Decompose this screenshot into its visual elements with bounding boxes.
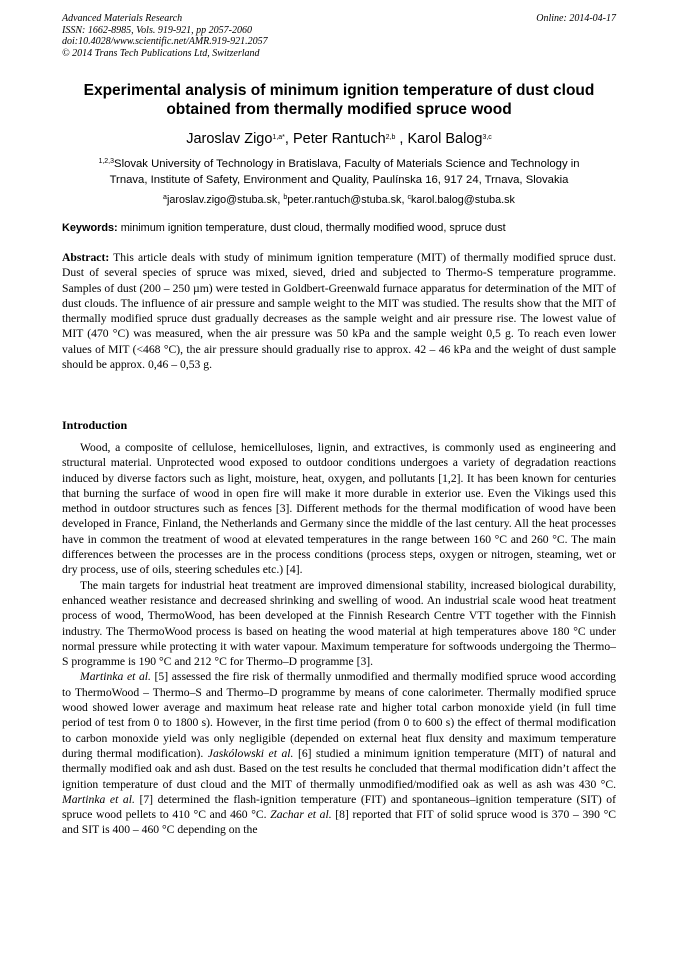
keywords [62,221,616,235]
introduction-body [62,440,616,838]
citation-author: Martinka et al. [80,670,151,684]
citation-author: Martinka et al. [62,792,135,806]
author-list [62,130,616,148]
keywords-label: Keywords: [62,222,118,234]
title-line-2: obtained from thermally modified spruce wood [166,101,512,118]
citation-author: Jaskólowski et al. [207,746,294,760]
doi-line: doi:10.4028/www.scientific.net/AMR.919-921.2057 [62,36,268,47]
email-list [62,193,616,207]
affiliation-line-2: Trnava, Institute of Safety, Environment and Quality, Paulínska 16, 917 24, Trnava, Slovakia [109,173,569,186]
affiliation [62,157,616,188]
author-superscript: 2,b [385,134,396,141]
title-line-1: Experimental analysis of minimum ignition temperature of dust cloud [83,82,595,99]
abstract [62,250,616,372]
author-separator: , [284,131,293,147]
abstract-text: This article deals with study of minimum ignition temperature (MIT) of thermally modified spruce dust. Dust of several species of spruce was mixed, sieved, dried and subjected to Thermo-S temperature programme. Samples of dust (200 – 250 µm) were tested in Goldbert-Greenwald furnace apparatus for determination of the MIT of dust clouds. The influence of air pressure and sample weight to the MIT was studied. The results show that the MIT of thermally modified spruce dust gradually decreases as the sample weight and air pressure rise. The lowest value of MIT (470 °C) was measured, when the air pressure was 50 kPa and the sample weight 0,5 g. To reach even lower values of MIT (<468 °C), the air pressure should gradually rise to approx. 42 – 46 kPa and the weight of dust sample should be approx. 0,46 – 0,53 g. [62,251,616,372]
affiliation-superscript: 1,2,3 [98,158,115,165]
paragraph [62,669,616,837]
paragraph-text: [6] studied a minimum ignition temperature (MIT) of natural and thermally modified oak and ash dust. Based on the test results he concluded that thermal modification didn’t affect the ignition temperature of dust cloud and the MIT of thermally unmodified/modified oak as well as ash was 430 °C. [62,746,616,791]
paper-title [62,81,616,119]
email-superscript: c [407,194,411,201]
email-link: peter.rantuch@stuba.sk, [287,194,408,206]
copyright-line: © 2014 Trans Tech Publications Ltd, Switzerland [62,47,260,59]
paragraph-text: [7] determined the flash-ignition temperature (FIT) and spontaneous–ignition temperature (SIT) of spruce wood pellets to 410 °C and 460 °C. [62,792,616,822]
author-separator: , [395,131,408,147]
author-name: Karol Balog [407,131,483,147]
online-date: Online: 2014-04-17 [536,13,616,24]
page-header [62,13,616,59]
affiliation-line-1: Slovak University of Technology in Bratislava, Faculty of Materials Science and Technology in [114,158,580,170]
paragraph: The main targets for industrial heat treatment are improved dimensional stability, increased biological durability, enhanced weather resistance and decreased shrinking and swelling of wood. An industrial scale wood heat treatment process of wood, ThermoWood, has been developed at the Finnish Research Centre VTT together with the Finnish industry. The ThermoWood process is based on heating the wood material at high temperatures above 180 °C under normal pressure while protecting it with water vapour. Maximum temperature for softwoods undergoing the Thermo–S programme is 190 °C and 212 °C for Thermo–D programme [3]. [62,578,616,669]
email-superscript: b [283,194,288,201]
paragraph-text: [5] assessed the fire risk of thermally unmodified and thermally modified spruce wood according to ThermoWood – Thermo–S and Thermo–D programme by means of cone calorimeter. Thermally modified spruce wood showed lower average and maximum heat release rate and higher total carbon monoxide yield (in full time period of test from 0 to 1800 s). However, in the first time period (from 0 to 600 s) the effect of thermal modification to carbon monoxide yield was only negligible (depended on external heat flux density and maximum temperature during thermal modification). [62,670,616,760]
email-superscript: a [163,194,167,201]
author-superscript: 1,a* [272,134,285,141]
journal-name: Advanced Materials Research [62,13,183,24]
email-link: jaroslav.zigo@stuba.sk, [166,194,284,206]
issn-line: ISSN: 1662-8985, Vols. 919-921, pp 2057-2060 [62,24,252,36]
paragraph: Wood, a composite of cellulose, hemicelluloses, lignin, and extractives, is commonly used as engineering and structural material. Unprotected wood exposed to outdoor conditions undergoes a variety of degradation reactions induced by diverse factors such as light, moisture, heat, oxygen, and pollutants [1,2]. It has been known for centuries that burning the surface of wood in open fire will make it more durable in exterior use. Even the Vikings used this method in outdoor structures such as fences [3]. Different methods for the thermal modification of wood have been developed in France, Finland, the Netherlands and Germany since the middle of the last century. All the heat processes have in common the treatment of wood at elevated temperatures in the range between 160 °C and 260 °C. The main differences between the processes are in the process conditions (process steps, oxygen or nitrogen, steaming, wet or dry process, use of oils, steering schedules etc.) [4]. [62,441,616,577]
abstract-label: Abstract: [62,251,110,264]
author-superscript: 3,c [482,134,492,141]
citation-author: Zachar et al. [270,808,332,822]
keywords-text: minimum ignition temperature, dust cloud, thermally modified wood, spruce dust [117,222,506,234]
author-name: Jaroslav Zigo [186,131,273,147]
email-link: karol.balog@stuba.sk [410,194,515,206]
author-name: Peter Rantuch [292,131,386,147]
paragraph-text: [8] reported that FIT of solid spruce wood is 370 – 390 °C and SIT is 400 – 460 °C depending on the [62,808,616,837]
section-heading: Introduction [62,418,128,432]
